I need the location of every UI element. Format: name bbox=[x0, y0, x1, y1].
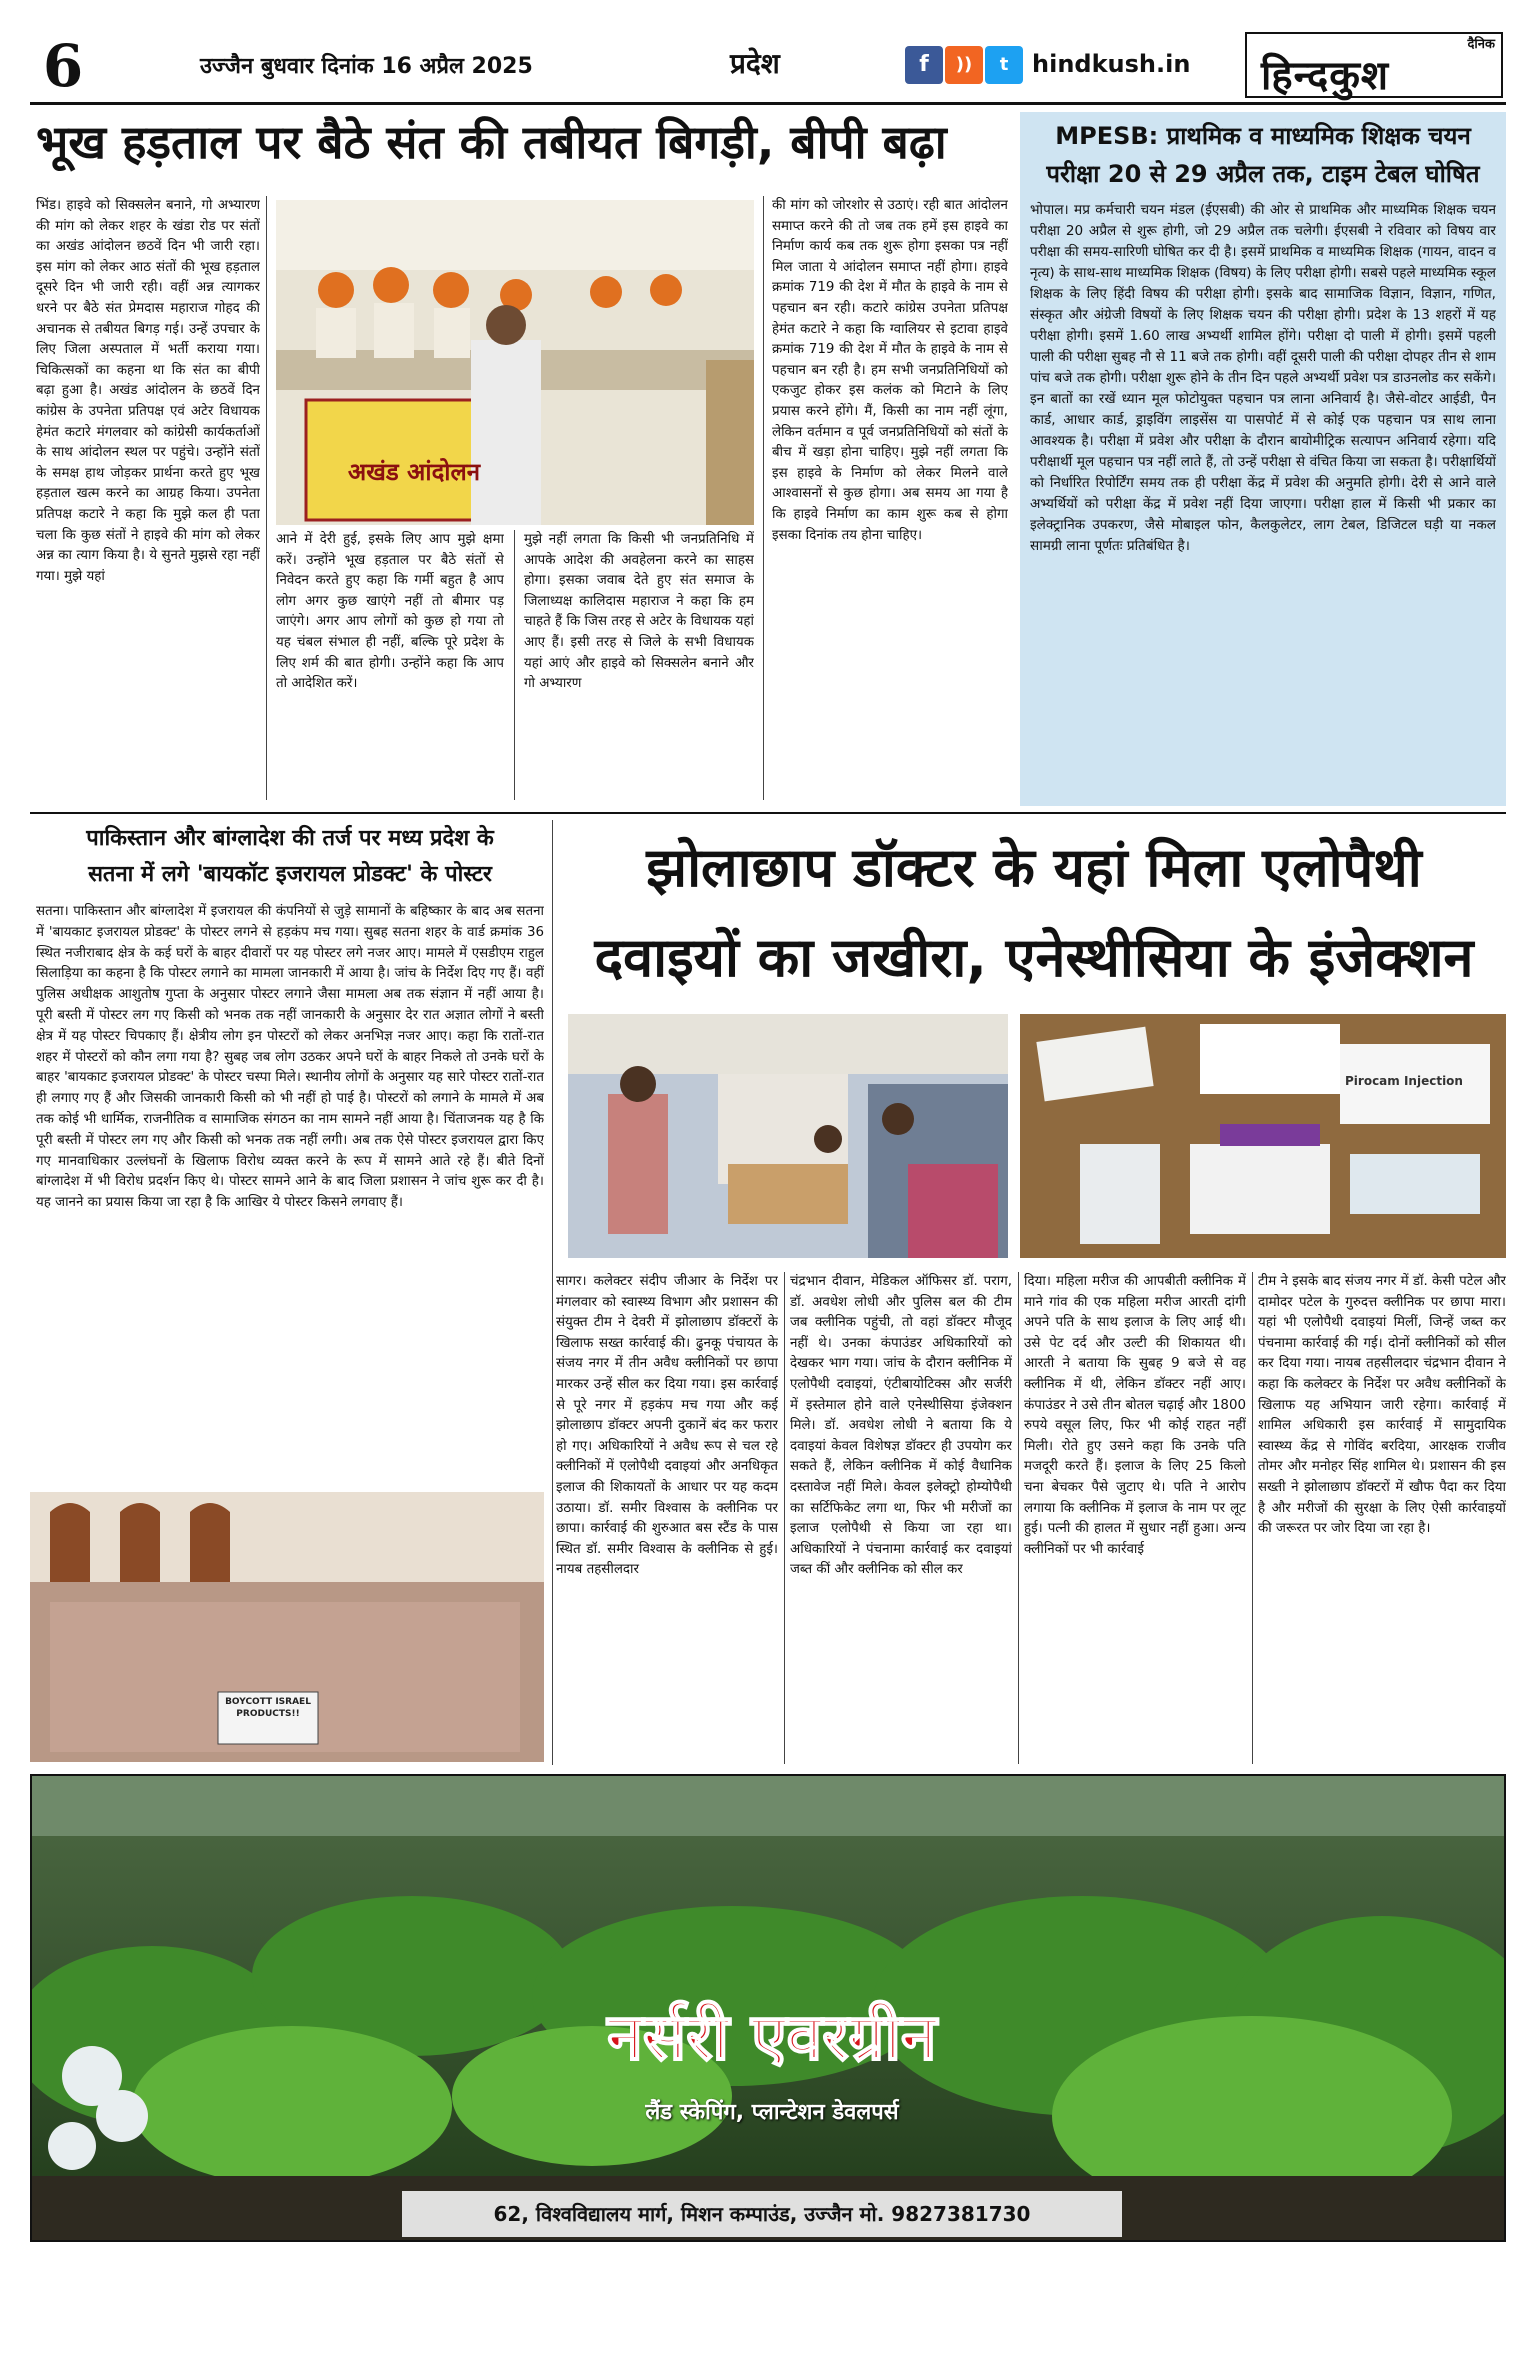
story3-headline-line1: पाकिस्तान और बांग्लादेश की तर्ज पर मध्य प्रदेश के bbox=[86, 826, 494, 851]
story3-body: सतना। पाकिस्तान और बांग्लादेश में इजरायल की कंपनियों से जुड़े सामानों के बहिष्कार के बाद अब सतना में 'बायकाट इजरायल प्रोडक्ट' के पोस्टर लगने से हड़कंप मच गया। सुबह सतना शहर के वार्ड क्रमांक 36 स्थित नजीराबाद क्षेत्र के कई घरों के बाहर दीवारों पर यह पोस्टर लगे नजर आए। मामले में एसडीएम राहुल सिलाड़िया का कहना है कि पोस्टर लगाने का मामला जानकारी में आया है। जांच के निर्देश दिए गए हैं। वहीं पुलिस अधीक्षक आशुतोष गुप्ता के अनुसार पोस्टर लगाने जैसा मामला अब तक संज्ञान में नहीं आया है। पूरी बस्ती में पोस्टर लग गए किसी को भनक तक नहीं जानकारी के अनुसार देर रात अज्ञात लोगों ने बस्ती क्षेत्र में यह पोस्टर चिपकाए हैं। क्षेत्रीय लोग इन पोस्टरों को लेकर अनभिज्ञ नजर आए। कहा कि रातों-रात शहर में पोस्टरों को कौन लगा गया है? सुबह जब लोग उठकर अपने घरों के बाहर निकले तो उनके घरों के बाहर 'बायकाट इजरायल प्रोडक्ट' के पोस्टर चस्पा मिले। स्थानीय लोगों के अनुसार यह सारे पोस्टर रातों-रात ही लगाए गए हैं और जिसकी जानकारी किसी को भी नहीं हो पाई है। पोस्टरों को लगाने के मामले में अब तक कोई भी धार्मिक, राजनीतिक व सामाजिक संगठन का नाम सामने नहीं आया है। चिंताजनक यह है कि पूरी बस्ती में पोस्टर लग गए और किसी को भनक तक नहीं लगी। अब तक ऐसे पोस्टर इजरायल द्वारा किए गए मानवाधिकार उल्लंघनों के खिलाफ विरोध व्यक्त करने के रूप में सामने आते रहे हैं। बीते दिनों बांग्लादेश में भी विरोध प्रदर्शन किए थे। पोस्टर सामने आने के बाद जिला प्रशासन ने जांच शुरू कर दी है। यह जानने का प्रयास किया जा रहा है कि आखिर ये पोस्टर किसने लगवाए हैं। bbox=[36, 904, 544, 1211]
website-link[interactable]: hindkush.in bbox=[1032, 50, 1191, 78]
rss-icon[interactable]: )) bbox=[945, 46, 983, 84]
ad-title: नर्सरी एवरग्रीन bbox=[607, 2001, 937, 2075]
story1-col4: की मांग को जोरशोर से उठाएं। रही बात आंदोलन समाप्त करने की तो जब तक हमें इस हाइवे का निर्माण कार्य कब तक शुरू होगा इसका पत्र नहीं मिल जाता ये आंदोलन समाप्त नहीं होगा। हाइवे क्रमांक 719 की देश में मौत के हाइवे के नाम से पहचान बन रही। कटारे कांग्रेस उपनेता प्रतिपक्ष हेमंत कटारे ने कहा कि ग्वालियर से इटावा हाइवे क्रमांक 719 की देश में मौत के हाइवे के नाम से पहचान बन रही है। हम सभी जनप्रतिनिधियों को एकजुट होकर इस कलंक को मिटाने के लिए प्रयास करने होंगे। मैं, किसी का नाम नहीं लूंगा, लेकिन वर्तमान व पूर्व जनप्रतिनिधियों को संतों के बीच में खड़ा होना चाहिए। मुझे नहीं लगता कि इस हाइवे के निर्माण को लेकर मिलने वाले आश्वासनों से कुछ होगा। अब समय आ गया है कि हाइवे निर्माण का काम शुरू कब से होगा इसका दिनांक तय होना चाहिए। bbox=[772, 198, 1008, 543]
ad-address: 62, विश्वविद्यालय मार्ग, मिशन कम्पाउंड, उज्जैन मो. 9827381730 bbox=[493, 2202, 1031, 2226]
twitter-icon[interactable]: t bbox=[985, 46, 1023, 84]
boycott-poster-text: BOYCOTT ISRAEL PRODUCTS!! bbox=[225, 1697, 311, 1719]
logo-title: हिन्दकुश bbox=[1261, 53, 1390, 99]
newspaper-logo bbox=[1245, 32, 1503, 98]
nursery-advertisement bbox=[30, 1774, 1506, 2242]
story1-col2: आने में देरी हुई, इसके लिए आप मुझे क्षमा करें। उन्होंने भूख हड़ताल पर बैठे संतों से निवेदन करते हुए कहा कि गर्मी बहुत है आप लोग अगर कुछ खाएंगे नहीं तो बीमार पड़ जाएंगे। अगर आप लोगों को कुछ हो गया तो यह चंबल संभाल ही नहीं, बल्कि पूरे प्रदेश के लिए शर्म की बात होगी। उन्होंने कहा कि आप तो आदेशित करें। bbox=[276, 532, 504, 692]
story1-col3: मुझे नहीं लगता कि किसी भी जनप्रतिनिधि में आपके आदेश की अवहेलना करने का साहस होगा। इसका जवाब देते हुए संत समाज के जिलाध्यक्ष कालिदास महाराज ने कहा कि हम चाहते हैं कि जिस तरह से अटेर के विधायक यहां आए हैं। इसी तरह से जिले के सभी विधायक यहां आएं और हाइवे को सिक्सलेन बनाने और गो अभ्यारण bbox=[524, 532, 754, 692]
protest-banner-text: अखंड आंदोलन bbox=[347, 458, 481, 486]
medicine-box-label: Pirocam Injection bbox=[1345, 1074, 1463, 1088]
story4-headline-line2: दवाइयों का जखीरा, एनेस्थीसिया के इंजेक्शन bbox=[594, 926, 1474, 989]
story4-col3: दिया। महिला मरीज की आपबीती क्लीनिक में माने गांव की एक महिला मरीज आरती दांगी अपने पति के साथ इलाज के लिए आई थी। उसे पेट दर्द और उल्टी की शिकायत थी। आरती ने बताया कि सुबह 9 बजे से वह क्लीनिक में थी, लेकिन डॉक्टर नहीं आए। कंपाउंडर ने उसे तीन बोतल चढ़ाई और 1800 रुपये वसूल लिए, फिर भी कोई राहत नहीं मिली। रोते हुए उसने कहा कि उनके पति मजदूरी करते हैं। इलाज के लिए 25 किलो चना बेचकर पैसे जुटाए थे। पति ने आरोप लगाया कि क्लीनिक में इलाज के नाम पर लूट हुई। पत्नी की हालत में सुधार नहीं हुआ। अन्य क्लीनिकों पर भी कार्रवाई bbox=[1024, 1274, 1246, 1557]
story4-col1: सागर। कलेक्टर संदीप जीआर के निर्देश पर मंगलवार को स्वास्थ्य विभाग और प्रशासन की संयुक्त टीम ने देवरी में झोलाछाप डॉक्टरों के खिलाफ सख्त कार्रवाई की। ढुनकू पंचायत के संजय नगर में तीन अवैध क्लीनिकों पर छापा मारकर उन्हें सील कर दिया गया। इस कार्रवाई से पूरे नगर में हड़कंप मच गया और कई झोलाछाप डॉक्टर अपनी दुकानें बंद कर फरार हो गए। अधिकारियों ने अवैध रूप से चल रहे क्लीनिकों में एलोपैथी दवाइयां और अनधिकृत इलाज की शिकायतों के आधार पर यह कदम उठाया। डॉ. समीर विश्वास के क्लीनिक पर छापा। कार्रवाई की शुरुआत बस स्टैंड के पास स्थित डॉ. समीर विश्वास के क्लीनिक से हुई। नायब तहसीलदार bbox=[556, 1274, 778, 1578]
story2-box bbox=[1020, 112, 1506, 806]
page-number: 6 bbox=[30, 30, 96, 102]
facebook-icon[interactable]: f bbox=[905, 46, 943, 84]
story1-photo-protest bbox=[276, 200, 754, 525]
story2-body: भोपाल। मप्र कर्मचारी चयन मंडल (ईएसबी) की ओर से प्राथमिक और माध्यमिक शिक्षक चयन परीक्षा 20 अप्रैल से शुरू होगी, जो 29 अप्रैल तक चलेगी। ईएसबी ने रविवार को विषय वार परीक्षा की समय-सारिणी घोषित कर दी है। इसमें प्राथमिक व माध्यमिक शिक्षक (गायन, वादन व नृत्य) के साथ-साथ माध्यमिक शिक्षक (विषय) के लिए परीक्षा होगी। सबसे पहले माध्यमिक स्कूल शिक्षक के लिए हिंदी विषय की परीक्षा होगी। इसके बाद सामाजिक विज्ञान, विज्ञान, गणित, संस्कृत और अंग्रेजी विषयों के लिए शिक्षक चयन की परीक्षा होगी। प्रदेश के 13 शहरों में यह परीक्षा होगी। इसमें 1.60 लाख अभ्यर्थी शामिल होंगे। परीक्षा दो पाली में होगी। इसमें पहली पाली की परीक्षा सुबह नौ से 11 बजे तक होगी। वहीं दूसरी पाली की परीक्षा दोपहर तीन से शाम पांच बजे तक होगी। परीक्षा शुरू होने के तीन दिन पहले अभ्यर्थी प्रवेश पत्र डाउनलोड कर सकेंगे। इन बातों का रखें ध्यान मूल फोटोयुक्त पहचान पत्र लाना अनिवार्य है। जैसे-वोटर आईडी, पैन कार्ड, आधार कार्ड, ड्राइविंग लाइसेंस या पासपोर्ट में से कोई एक पहचान पत्र साथ लाना आवश्यक है। परीक्षा में प्रवेश और परीक्षा के दौरान बायोमीट्रिक सत्यापन अनिवार्य रहेगा। यदि परीक्षार्थी मूल पहचान पत्र नहीं लाते हैं, तो उन्हें परीक्षा से वंचित किया जा सकता है। परीक्षार्थियों को निर्धारित रिपोर्टिंग समय तक ही परीक्षा केंद्र में प्रवेश की अनुमति होगी। देरी से आने वाले अभ्यर्थियों को परीक्षा केंद्र में प्रवेश नहीं दिया जाएगा। परीक्षा हाल में किसी भी प्रकार का इलेक्ट्रानिक उपकरण, जैसे मोबाइल फोन, कैलकुलेटर, लाग टेबल, डिजिटल घड़ी या नकल सामग्री लाना पूर्णतः प्रतिबंधित है। bbox=[1030, 202, 1496, 554]
story2-headline-line1: MPESB: प्राथमिक व माध्यमिक शिक्षक चयन bbox=[1055, 122, 1471, 150]
story4-col2: चंद्रभान दीवान, मेडिकल ऑफिसर डॉ. पराग, डॉ. अवधेश लोधी और पुलिस बल की टीम जब क्लीनिक पहुंची, तो वहां डॉक्टर मौजूद नहीं थे। उनका कंपाउंडर अधिकारियों को देखकर भाग गया। जांच के दौरान क्लीनिक में एलोपैथी दवाइयां, एंटीबायोटिक्स और सर्जरी में इस्तेमाल होने वाले एनेस्थीसिया इंजेक्शन मिले। डॉ. अवधेश लोधी ने बताया कि ये दवाइयां केवल विशेषज्ञ डॉक्टर ही उपयोग कर सकते हैं, लेकिन क्लीनिक में कोई वैधानिक दस्तावेज नहीं मिले। केवल इलेक्ट्रो होम्योपैथी का सर्टिफिकेट लगा था, फिर भी मरीजों का इलाज एलोपैथी से किया जा रहा था। अधिकारियों ने पंचनामा कार्रवाई कर दवाइयां जब्त कीं और क्लीनिक को सील कर bbox=[790, 1274, 1012, 1578]
masthead bbox=[30, 30, 1506, 102]
story2-headline-line2: परीक्षा 20 से 29 अप्रैल तक, टाइम टेबल घोषित bbox=[1046, 160, 1480, 188]
ad-subtitle: लैंड स्केपिंग, प्लान्टेशन डेवलपर्स bbox=[645, 2100, 899, 2125]
section-name: प्रदेश bbox=[730, 47, 780, 80]
story3-photo-poster bbox=[30, 1492, 544, 1762]
logo-tagline: दैनिक bbox=[1467, 37, 1495, 52]
story4-headline-line1: झोलाछाप डॉक्टर के यहां मिला एलोपैथी bbox=[646, 836, 1422, 899]
story4-photo-clinic bbox=[568, 1014, 1008, 1258]
dateline: उज्जैन बुधवार दिनांक 16 अप्रैल 2025 bbox=[200, 54, 533, 79]
story1-col1: भिंड। हाइवे को सिक्सलेन बनाने, गो अभ्यारण की मांग को लेकर शहर के खंडा रोड पर संतों का अखंड आंदोलन छठवें दिन भी जारी रहा। इस मांग को लेकर आठ संतों की भूख हड़ताल दूसरे दिन भी जारी रही। वहीं अन्न त्यागकर धरने पर बैठे संत प्रेमदास महाराज गोहद की अचानक से तबीयत बिगड़ गई। उन्हें उपचार के लिए जिला अस्पताल में भर्ती कराया गया। चिकित्सकों का कहना था कि संत का बीपी बढ़ा हुआ है। अखंड आंदोलन के छठवें दिन कांग्रेस के उपनेता प्रतिपक्ष एवं अटेर विधायक हेमंत कटारे मंगलवार को कांग्रेसी कार्यकर्ताओं के साथ आंदोलन स्थल पर पहुंचे। उन्होंने संतों के समक्ष हाथ जोड़कर प्रार्थना करते हुए भूख हड़ताल खत्म करने का आग्रह किया। उपनेता प्रतिपक्ष कटारे ने कहा कि मुझे कल ही पता चला कि कुछ संतों ने हाइवे की मांग को लेकर अन्न का त्याग किया है। ये सुनते मुझसे रहा नहीं गया। मुझे यहां bbox=[36, 198, 260, 584]
story1-headline: भूख हड़ताल पर बैठे संत की तबीयत बिगड़ी, बीपी बढ़ा bbox=[36, 115, 947, 169]
story3-headline-line2: सतना में लगे 'बायकॉट इजरायल प्रोडक्ट' के पोस्टर bbox=[88, 862, 492, 887]
story4-photo-medicines bbox=[1020, 1014, 1506, 1258]
story4-col4: टीम ने इसके बाद संजय नगर में डॉ. केसी पटेल और दामोदर पटेल के गुरुदत्त क्लीनिक पर छापा मारा। यहां भी एलोपैथी दवाइयां मिलीं, जिन्हें जब्त कर पंचनामा कार्रवाई की गई। दोनों क्लीनिकों को सील कर दिया गया। नायब तहसीलदार चंद्रभान दीवान ने कहा कि कलेक्टर के निर्देश पर अवैध क्लीनिकों के खिलाफ यह अभियान जारी रहेगा। कार्रवाई में शामिल अधिकारी इस कार्रवाई में सामुदायिक स्वास्थ्य केंद्र से गोविंद बरदिया, आरक्षक राजीव तोमर और मनोहर सिंह शामिल थे। प्रशासन की इस सख्ती ने झोलाछाप डॉक्टरों में खौफ पैदा कर दिया है और मरीजों की सुरक्षा के लिए ऐसी कार्रवाइयों की जरूरत पर जोर दिया जा रहा है। bbox=[1258, 1274, 1506, 1537]
